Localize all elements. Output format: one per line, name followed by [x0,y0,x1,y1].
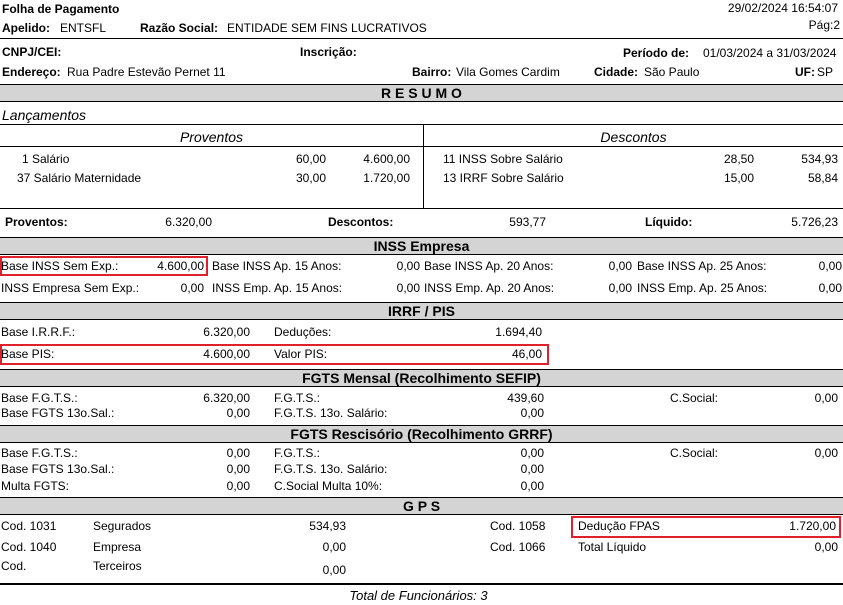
apelido-value: ENTSFL [60,21,107,35]
fgts-base-value: 6.320,00 [203,391,250,405]
irrf-pis-title: IRRF / PIS [388,303,455,319]
provento-valor: 1.720,00 [363,171,410,185]
inss-label: Base INSS Ap. 25 Anos: [637,259,767,273]
fgts-13-label: F.G.T.S. 13o. Salário: [274,462,388,476]
report-datetime: 29/02/2024 16:54:07 [727,1,838,15]
inss-value: 0,00 [608,259,632,273]
page-number: Pág:2 [808,18,840,32]
multa-fgts-value: 0,00 [226,479,250,493]
csocial-value: 0,00 [814,446,838,460]
inss-value: 0,00 [396,259,420,273]
desconto-ref: 15,00 [723,171,754,185]
uf-label: UF: [795,65,815,79]
gps-cod: Cod. 1031 [1,519,57,533]
deducao-fpas-value: 1.720,00 [789,519,836,533]
base-pis-value: 4.600,00 [203,347,250,361]
liquido-label: Líquido: [645,215,693,229]
fgts-mensal-title: FGTS Mensal (Recolhimento SEFIP) [302,370,541,386]
gps-cod-1058: Cod. 1058 [490,519,546,533]
highlight-box [571,516,841,538]
resumo-columns-divider [0,146,843,147]
gps-name: Terceiros [93,559,142,573]
fgts-label: F.G.T.S.: [274,446,321,460]
resumo-band [0,84,843,102]
fgts-value: 0,00 [520,446,544,460]
deducao-fpas-label: Dedução FPAS [578,519,660,533]
total-descontos-label: Descontos: [328,215,394,229]
fgts-base-13-label: Base FGTS 13o.Sal.: [1,462,115,476]
gps-name: Segurados [93,519,152,533]
total-funcionarios: Total de Funcionários: 3 [349,588,488,603]
multa-fgts-label: Multa FGTS: [1,479,70,493]
fgts-base-label: Base F.G.T.S.: [1,391,78,405]
csocial-label: C.Social: [670,391,719,405]
valor-pis-value: 46,00 [511,347,542,361]
gps-title: G P S [402,498,441,514]
fgts-base-value: 0,00 [226,446,250,460]
inscricao-label: Inscrição: [300,45,357,59]
provento-ref: 30,00 [295,171,326,185]
lancamentos-label: Lançamentos [2,107,87,123]
fgts-rescisorio-title: FGTS Rescisório (Recolhimento GRRF) [290,426,553,442]
fgts-13-value: 0,00 [520,462,544,476]
csocial-label: C.Social: [670,446,719,460]
provento-desc: 37 Salário Maternidade [17,171,142,185]
inss-label: Base INSS Ap. 20 Anos: [424,259,554,273]
gps-cod: Cod. 1040 [1,540,57,554]
total-liquido-value: 0,00 [814,540,838,554]
gps-band [0,497,843,515]
base-pis-label: Base PIS: [1,347,55,361]
gps-value: 534,93 [309,519,346,533]
bairro-value: Vila Gomes Cardim [456,65,560,79]
fgts-13-value: 0,00 [520,406,544,420]
provento-desc: 1 Salário [22,152,70,166]
fgts-base-13-value: 0,00 [226,462,250,476]
total-descontos-value: 593,77 [509,215,546,229]
total-proventos-value: 6.320,00 [165,215,212,229]
gps-value: 0,00 [322,563,346,577]
inss-value: 0,00 [396,281,420,295]
highlight-box [0,344,549,365]
lancamentos-divider [0,124,843,125]
descontos-header: Descontos [600,129,667,145]
inss-value: 0,00 [180,281,204,295]
gps-value: 0,00 [322,540,346,554]
inss-value: 0,00 [818,259,842,273]
periodo-value: 01/03/2024 a 31/03/2024 [703,46,837,60]
total-proventos-label: Proventos: [5,215,68,229]
csocial-value: 0,00 [814,391,838,405]
cidade-value: São Paulo [644,65,700,79]
inss-label: Base INSS Ap. 15 Anos: [212,259,342,273]
apelido-label: Apelido: [2,21,50,35]
highlight-box [0,256,208,276]
inss-value: 0,00 [608,281,632,295]
liquido-value: 5.726,23 [791,215,838,229]
desconto-desc: 11 INSS Sobre Salário [443,152,563,166]
endereco-value: Rua Padre Estevão Pernet 11 [67,65,226,79]
fgts-value: 439,60 [507,391,544,405]
footer-divider [0,583,843,585]
fgts-base-label: Base F.G.T.S.: [1,446,78,460]
fgts-base-13-label: Base FGTS 13o.Sal.: [1,406,115,420]
desconto-desc: 13 IRRF Sobre Salário [443,171,564,185]
fgts-mensal-band [0,369,843,387]
resumo-title: R E S U M O [381,85,462,101]
inss-empresa-band [0,237,843,255]
periodo-label: Período de: [623,46,690,60]
inss-value: 0,00 [818,281,842,295]
inss-value: 4.600,00 [157,259,204,273]
desconto-valor: 534,93 [801,152,838,166]
inss-label: INSS Emp. Ap. 25 Anos: [637,281,768,295]
fgts-13-label: F.G.T.S. 13o. Salário: [274,406,388,420]
deducoes-label: Deduções: [274,325,332,339]
bairro-label: Bairro: [412,65,452,79]
uf-value: SP [817,65,834,79]
totals-divider [0,208,843,209]
inss-label: INSS Empresa Sem Exp.: [1,281,140,295]
endereco-label: Endereço: [2,65,61,79]
base-irrf-value: 6.320,00 [203,325,250,339]
inss-empresa-title: INSS Empresa [373,238,470,254]
razao-social-label: Razão Social: [140,21,219,35]
header-divider [0,38,843,39]
gps-name: Empresa [93,540,142,554]
gps-cod: Cod. [1,559,27,573]
report-title: Folha de Pagamento [2,2,120,16]
proventos-header: Proventos [179,129,244,145]
gps-cod-1066: Cod. 1066 [490,540,546,554]
desconto-ref: 28,50 [723,152,754,166]
total-liquido-label: Total Líquido [578,540,647,554]
inss-label: Base INSS Sem Exp.: [1,259,119,273]
fgts-rescisorio-band [0,425,843,443]
csocial-multa-value: 0,00 [520,479,544,493]
provento-ref: 60,00 [295,152,326,166]
cnpj-label: CNPJ/CEI: [2,45,62,59]
inss-label: INSS Emp. Ap. 20 Anos: [424,281,555,295]
razao-social-value: ENTIDADE SEM FINS LUCRATIVOS [227,21,427,35]
irrf-pis-band [0,302,843,320]
fgts-label: F.G.T.S.: [274,391,321,405]
valor-pis-label: Valor PIS: [274,347,328,361]
base-irrf-label: Base I.R.R.F.: [1,325,76,339]
inss-label: INSS Emp. Ap. 15 Anos: [212,281,343,295]
provento-valor: 4.600,00 [363,152,410,166]
fgts-base-13-value: 0,00 [226,406,250,420]
csocial-multa-label: C.Social Multa 10%: [274,479,383,493]
desconto-valor: 58,84 [807,171,838,185]
deducoes-value: 1.694,40 [495,325,542,339]
cidade-label: Cidade: [594,65,639,79]
